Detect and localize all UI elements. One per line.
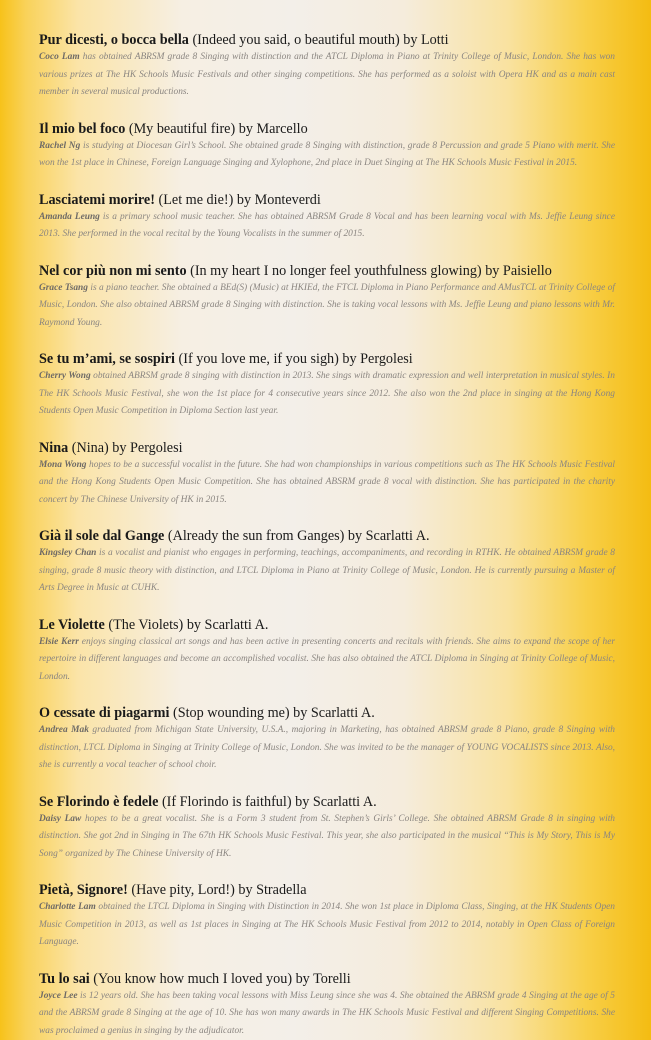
performer-bio xyxy=(39,634,615,687)
performer-bio xyxy=(39,722,615,775)
song-title-italian: O cessate di piagarmi xyxy=(39,705,169,721)
bio-text: is a primary school music teacher. She has obtained ABRSM Grade 8 Vocal and has been learning vocal with Ms. Jeffie Leung since 2013. She performed in the vocal recital by the Young Vocalists in the summer of 2015. xyxy=(39,212,615,240)
song-title-translation: (Already the sun from Ganges) by Scarlatti A. xyxy=(164,528,429,544)
song-title-italian: Se Florindo è fedele xyxy=(39,794,158,810)
bio-text: is 12 years old. She has been taking vocal lessons with Miss Leung since she was 4. She obtained the ABRSM grade 4 Singing at the age of 5 and the ABRSM grade 8 Singing at the age of 10. She has won many awards in The HK Schools Music Festival and different Singing Competitions. She was proclaimed a genius in singing by the adjudicator. xyxy=(39,991,615,1036)
programme-list xyxy=(39,32,615,1040)
bio-text: is studying at Diocesan Girl’s School. She obtained grade 8 Singing with distinction, grade 8 Percussion and grade 5 Piano with merit. She won the 1st place in Chinese, Foreign Language Singing and Xylophone, 2nd place in Duet Singing at The HK Schools Music Festival in 2015. xyxy=(39,141,615,169)
song-title-italian: Nel cor più non mi sento xyxy=(39,263,187,279)
song-title xyxy=(39,263,615,280)
performer-name: Elsie Kerr xyxy=(39,637,79,647)
performer-name: Joyce Lee xyxy=(39,991,77,1001)
programme-entry xyxy=(39,617,615,687)
song-title-translation: (Indeed you said, o beautiful mouth) by Lotti xyxy=(189,32,449,48)
performer-bio xyxy=(39,138,615,173)
song-title-translation: (Let me die!) by Monteverdi xyxy=(155,192,321,208)
performer-name: Grace Tsang xyxy=(39,283,88,293)
performer-bio xyxy=(39,280,615,333)
programme-entry xyxy=(39,794,615,864)
song-title-translation: (Nina) by Pergolesi xyxy=(68,440,182,456)
song-title xyxy=(39,971,615,988)
bio-text: is a piano teacher. She obtained a BEd(S) (Music) at HKIEd, the FTCL Diploma in Piano Performance and AMusTCL at Trinity College of Music, London. She also obtained ABRSM grade 8 Singing with distinction. She is taking vocal lessons with Ms. Jeffie Leung and piano lessons with Mr. Raymond Young. xyxy=(39,283,615,328)
programme-entry xyxy=(39,32,615,102)
bio-text: hopes to be a great vocalist. She is a Form 3 student from St. Stephen’s Girls’ College. She obtained ABRSM Grade 8 in singing with distinction. She got 2nd in Singing in The 67th HK Schools Music Festival. This year, she also participated in the musical “This is My Story, This is My Song” organized by The Chinese University of HK. xyxy=(39,814,615,859)
programme-entry xyxy=(39,705,615,775)
performer-name: Coco Lam xyxy=(39,52,80,62)
song-title-italian: Pur dicesti, o bocca bella xyxy=(39,32,189,48)
song-title-translation: (My beautiful fire) by Marcello xyxy=(125,121,307,137)
performer-name: Cherry Wong xyxy=(39,371,91,381)
song-title-italian: Già il sole dal Gange xyxy=(39,528,164,544)
performer-name: Daisy Law xyxy=(39,814,81,824)
song-title-italian: Tu lo sai xyxy=(39,971,90,987)
performer-bio xyxy=(39,49,615,102)
performer-bio xyxy=(39,368,615,421)
performer-name: Rachel Ng xyxy=(39,141,80,151)
bio-text: obtained ABRSM grade 8 singing with distinction in 2013. She sings with dramatic expression and well interpretation in musical styles. In The HK Schools Music Festival, she won the 1st place for 4 consecutive years since 2012. She also won the 2nd place in singing at the Hong Kong Students Open Music Competition in Diploma Section last year. xyxy=(39,371,615,416)
performer-bio xyxy=(39,457,615,510)
song-title xyxy=(39,32,615,49)
song-title xyxy=(39,794,615,811)
bio-text: graduated from Michigan State University, U.S.A., majoring in Marketing, has obtained ABRSM grade 8 Piano, grade 8 Singing with distinction, LTCL Diploma in Singing at Trinity College of Music, London. She was invited to be the manager of YOUNG VOCALISTS since 2013. Also, she is currently a vocal teacher of school choir. xyxy=(39,725,615,770)
song-title-italian: Lasciatemi morire! xyxy=(39,192,155,208)
song-title-translation: (If you love me, if you sigh) by Pergolesi xyxy=(175,351,413,367)
song-title-translation: (The Violets) by Scarlatti A. xyxy=(105,617,269,633)
song-title xyxy=(39,528,615,545)
song-title xyxy=(39,705,615,722)
song-title-italian: Nina xyxy=(39,440,68,456)
song-title-translation: (In my heart I no longer feel youthfulness glowing) by Paisiello xyxy=(187,263,552,279)
performer-bio xyxy=(39,899,615,952)
song-title-translation: (Stop wounding me) by Scarlatti A. xyxy=(169,705,374,721)
performer-bio xyxy=(39,811,615,864)
performer-bio xyxy=(39,545,615,598)
bio-text: has obtained ABRSM grade 8 Singing with distinction and the ATCL Diploma in Piano at Trinity College of Music, London. She has won various prizes at The HK Schools Music Festivals and other singing competitions. She has performed as a soloist with Opera HK and as a main cast member in several musical productions. xyxy=(39,52,615,97)
performer-bio xyxy=(39,988,615,1040)
programme-entry xyxy=(39,971,615,1040)
performer-name: Charlotte Lam xyxy=(39,902,96,912)
song-title-translation: (Have pity, Lord!) by Stradella xyxy=(128,882,307,898)
song-title-italian: Pietà, Signore! xyxy=(39,882,128,898)
song-title-italian: Il mio bel foco xyxy=(39,121,125,137)
song-title xyxy=(39,617,615,634)
bio-text: hopes to be a successful vocalist in the future. She had won championships in various competitions such as The HK Schools Music Festival and the Hong Kong Students Open Music Competition. She has obtained ABSRM grade 8 vocal with distinction. She has participated in the charity concert by The Chinese University of HK in 2015. xyxy=(39,460,615,505)
bio-text: is a vocalist and pianist who engages in performing, teachings, accompaniments, and recording in RTHK. He obtained ABRSM grade 8 singing, grade 8 music theory with distinction, and LTCL Diploma in Piano at Trinity College of Music, London. He is currently pursuing a Master of Arts Degree in Music at CUHK. xyxy=(39,548,615,593)
programme-entry xyxy=(39,351,615,421)
song-title xyxy=(39,351,615,368)
programme-entry xyxy=(39,882,615,952)
song-title-italian: Se tu m’ami, se sospiri xyxy=(39,351,175,367)
song-title xyxy=(39,192,615,209)
bio-text: obtained the LTCL Diploma in Singing with Distinction in 2014. She won 1st place in Diploma Class, Singing, at the HK Students Open Music Competition in 2013, as well as 1st places in Singing at The HK Schools Music Festival from 2012 to 2014, notably in Open Class of Foreign Language. xyxy=(39,902,615,947)
song-title xyxy=(39,882,615,899)
performer-name: Amanda Leung xyxy=(39,212,100,222)
performer-bio xyxy=(39,209,615,244)
performer-name: Kingsley Chan xyxy=(39,548,96,558)
programme-entry xyxy=(39,121,615,173)
song-title-translation: (If Florindo is faithful) by Scarlatti A. xyxy=(158,794,376,810)
performer-name: Andrea Mak xyxy=(39,725,89,735)
programme-entry xyxy=(39,440,615,510)
song-title xyxy=(39,440,615,457)
programme-entry xyxy=(39,263,615,333)
programme-entry xyxy=(39,528,615,598)
performer-name: Mona Wong xyxy=(39,460,87,470)
programme-entry xyxy=(39,192,615,244)
song-title-italian: Le Violette xyxy=(39,617,105,633)
bio-text: enjoys singing classical art songs and has been active in presenting concerts and recitals with friends. She aims to expand the scope of her repertoire in different languages and become an accomplished vocalist. She has also obtained the ATCL Diploma in Singing at Trinity College of Music, London. xyxy=(39,637,615,682)
song-title xyxy=(39,121,615,138)
song-title-translation: (You know how much I loved you) by Torelli xyxy=(90,971,351,987)
